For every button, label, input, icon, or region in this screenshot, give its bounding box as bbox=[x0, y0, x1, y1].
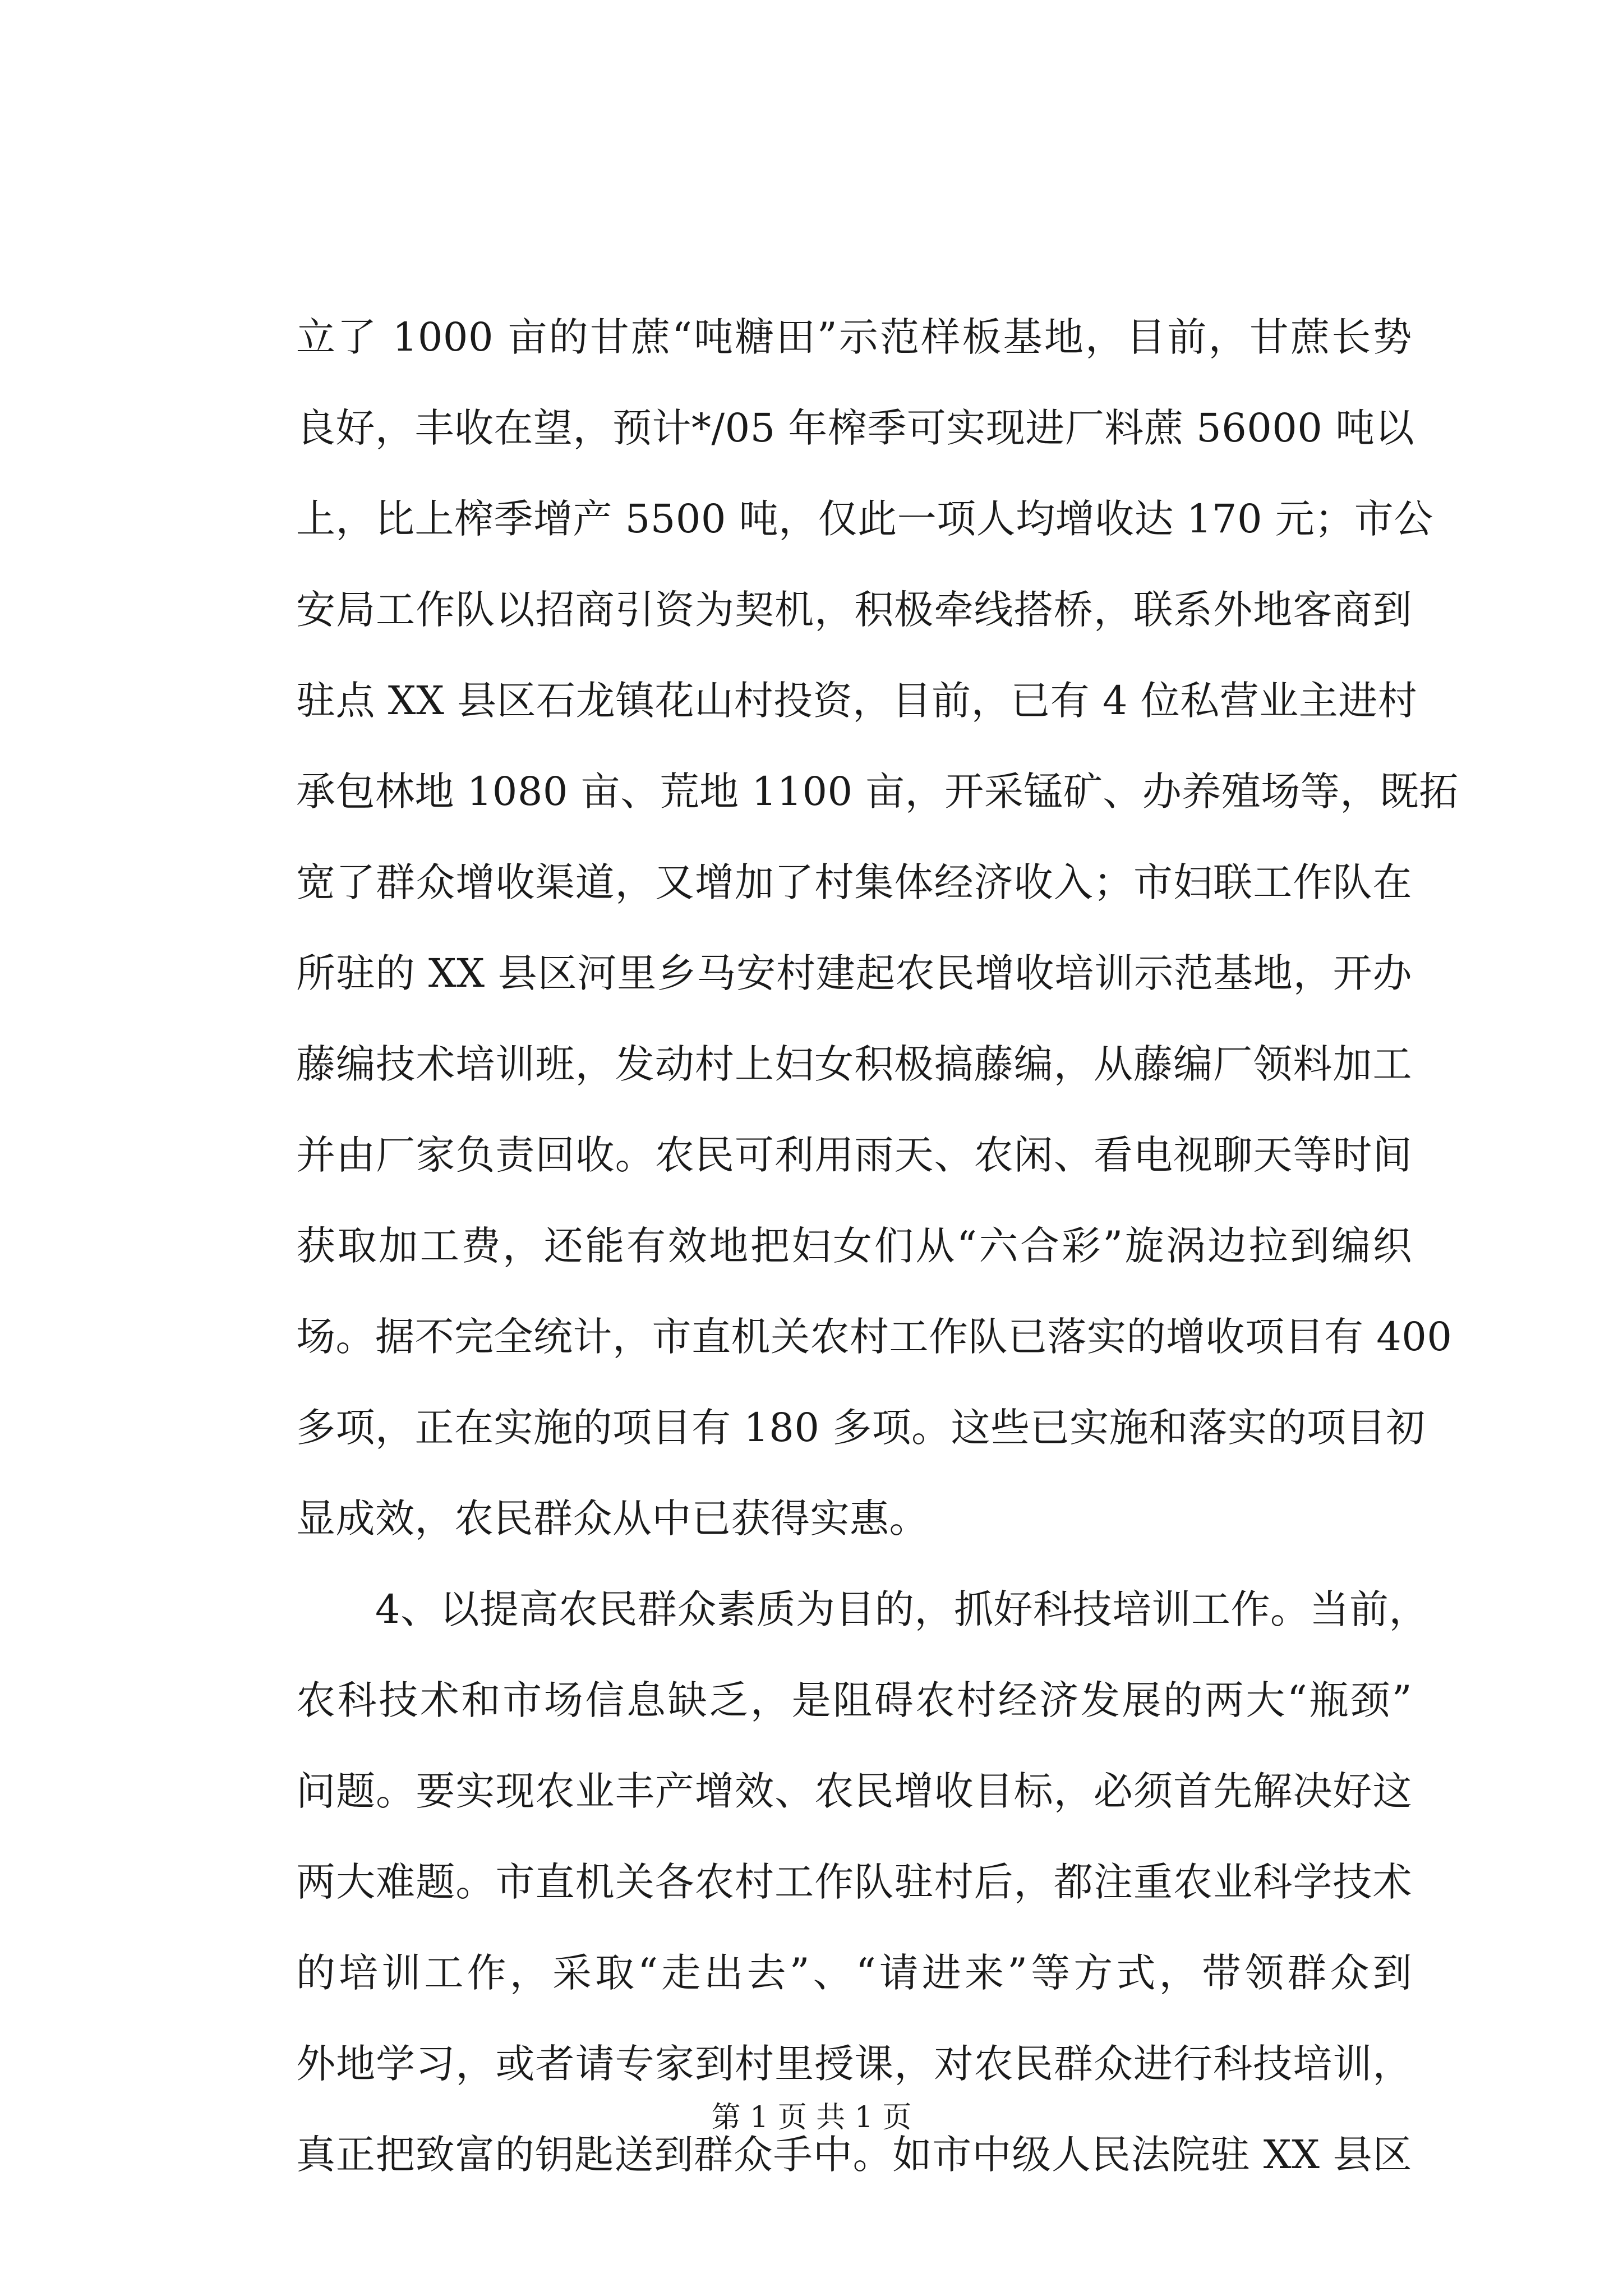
text-line: 4、以提高农民群众素质为目的，抓好科技培训工作。当前， bbox=[296, 1586, 1429, 1632]
text-line: 的培训工作，采取“走出去”、“请进来”等方式，带领群众到 bbox=[296, 1950, 1412, 1996]
text-line: 立了 1000 亩的甘蔗“吨糖田”示范样板基地，目前，甘蔗长势 bbox=[296, 314, 1412, 360]
text-line: 显成效，农民群众从中已获得实惠。 bbox=[296, 1496, 929, 1542]
text-line: 宽了群众增收渠道，又增加了村集体经济收入；市妇联工作队在 bbox=[296, 859, 1412, 905]
text-line: 获取加工费，还能有效地把妇女们从“六合彩”旋涡边拉到编织 bbox=[296, 1223, 1412, 1269]
document-body bbox=[296, 292, 1459, 2200]
page-number-footer: 第 1 页 共 1 页 bbox=[711, 2101, 912, 2134]
text-line: 并由厂家负责回收。农民可利用雨天、农闲、看电视聊天等时间 bbox=[296, 1132, 1412, 1178]
text-line: 安局工作队以招商引资为契机，积极牵线搭桥，联系外地客商到 bbox=[296, 587, 1412, 633]
text-line: 场。据不完全统计，市直机关农村工作队已落实的增收项目有 400 bbox=[296, 1314, 1453, 1360]
text-line: 所驻的 XX 县区河里乡马安村建起农民增收培训示范基地，开办 bbox=[296, 950, 1412, 996]
text-line: 多项，正在实施的项目有 180 多项。这些已实施和落实的项目初 bbox=[296, 1405, 1426, 1451]
text-line: 问题。要实现农业丰产增效、农民增收目标，必须首先解决好这 bbox=[296, 1768, 1412, 1814]
text-line: 驻点 XX 县区石龙镇花山村投资，目前，已有 4 位私营业主进村 bbox=[296, 678, 1418, 724]
text-line: 真正把致富的钥匙送到群众手中。如市中级人民法院驻 XX 县区 bbox=[296, 2132, 1412, 2178]
text-line: 农科技术和市场信息缺乏，是阻碍农村经济发展的两大“瓶颈” bbox=[296, 1677, 1412, 1723]
text-line: 两大难题。市直机关各农村工作队驻村后，都注重农业科学技术 bbox=[296, 1859, 1412, 1905]
text-line: 外地学习，或者请专家到村里授课，对农民群众进行科技培训， bbox=[296, 2041, 1412, 2087]
text-line: 良好，丰收在望，预计*/05 年榨季可实现进厂料蔗 56000 吨以 bbox=[296, 405, 1415, 451]
text-line: 上，比上榨季增产 5500 吨，仅此一项人均增收达 170 元；市公 bbox=[296, 496, 1433, 542]
text-line: 承包林地 1080 亩、荒地 1100 亩，开采锰矿、办养殖场等，既拓 bbox=[296, 769, 1459, 815]
text-line: 藤编技术培训班，发动村上妇女积极搞藤编，从藤编厂领料加工 bbox=[296, 1041, 1412, 1087]
